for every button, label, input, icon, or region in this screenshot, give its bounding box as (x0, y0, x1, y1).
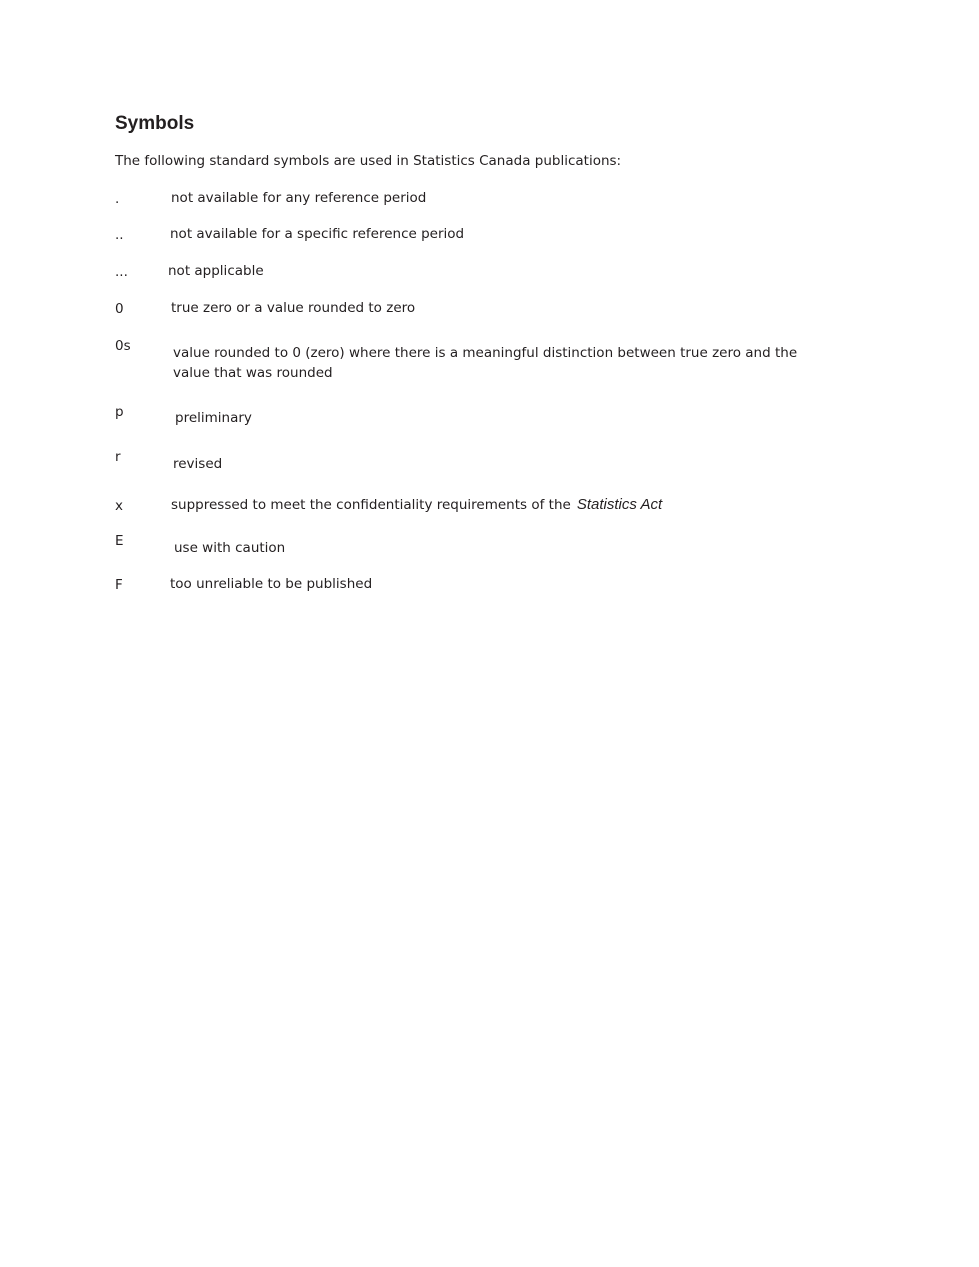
symbol-zero-s-description: value rounded to 0 (zero) where there is a meaningful distinction between true zero and the value that was rounded (173, 345, 798, 381)
symbol-x-description (171, 495, 662, 515)
intro-text: The following standard symbols are used in Statistics Canada publications: (115, 153, 622, 169)
symbol-zero-s: 0s (115, 338, 131, 354)
page-title: Symbols (115, 113, 195, 134)
symbol-double-period-description: not available for a specific reference period (170, 226, 465, 242)
symbol-ellipsis: ... (115, 264, 128, 280)
symbol-p-description: preliminary (175, 410, 252, 426)
symbol-double-period: .. (115, 227, 124, 243)
symbol-f-description: too unreliable to be published (170, 576, 373, 592)
symbol-r: r (115, 449, 121, 465)
symbol-f: F (115, 577, 123, 593)
symbol-x-description-text: suppressed to meet the confidentiality requirements of the (171, 497, 571, 513)
symbol-zero-description: true zero or a value rounded to zero (171, 300, 416, 316)
symbol-e-description: use with caution (174, 540, 286, 556)
symbol-p: p (115, 404, 124, 420)
statistics-act-title: Statistics Act (576, 496, 663, 513)
symbol-period: . (115, 191, 120, 207)
symbol-x: x (115, 498, 123, 514)
symbol-zero: 0 (115, 301, 124, 317)
symbol-period-description: not available for any reference period (171, 190, 427, 206)
symbol-e: E (115, 533, 124, 549)
symbol-ellipsis-description: not applicable (168, 263, 264, 279)
symbol-r-description: revised (173, 456, 223, 472)
